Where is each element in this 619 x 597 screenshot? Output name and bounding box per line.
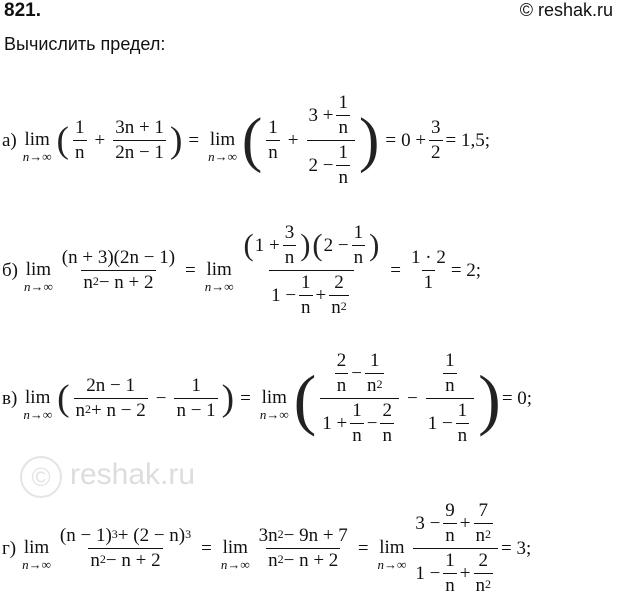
numerator [438, 350, 462, 398]
numerator [60, 247, 177, 270]
math-text: 1 · 2 [411, 247, 446, 268]
math-text: − [155, 387, 167, 409]
math-text: n [445, 375, 455, 396]
numerator [350, 400, 364, 423]
fraction [350, 400, 364, 447]
right-paren: ) [478, 360, 501, 437]
denominator [380, 423, 394, 447]
math-text: = 1,5; [445, 129, 491, 151]
power [476, 525, 492, 547]
fraction [443, 500, 457, 547]
numerator [283, 222, 297, 245]
right-paren: ) [358, 105, 380, 174]
numerator [477, 500, 491, 523]
limit-operator [22, 537, 51, 573]
parenthesized-group [243, 222, 312, 269]
numerator [368, 350, 382, 373]
math-text: (n − 1) [59, 525, 112, 546]
math-text: = 0; [501, 387, 533, 409]
math-text: n [338, 117, 348, 138]
math-text: n − 1 [176, 400, 216, 421]
fraction [426, 350, 474, 447]
lim-word: lim [25, 258, 52, 280]
math-text: + [94, 129, 106, 151]
math-text: 1 [338, 92, 348, 113]
math-text: = 2; [450, 259, 482, 281]
parenthesized-group [293, 350, 502, 447]
numerator [266, 117, 280, 140]
denominator [266, 548, 340, 572]
numerator [332, 272, 346, 295]
math-text: 0 + [401, 129, 427, 151]
denominator [335, 373, 349, 397]
denominator [74, 398, 148, 422]
math-text: − 9n + 7 [283, 525, 348, 546]
lim-subscript: n→∞ [259, 406, 289, 422]
exponent: 2 [99, 551, 106, 566]
equation-label: б) [2, 259, 18, 281]
math-text: 9 [445, 500, 455, 521]
denominator [269, 270, 354, 319]
denominator [320, 398, 399, 447]
numerator [307, 92, 355, 140]
lim-word: lim [206, 258, 232, 280]
equation-g [2, 500, 531, 597]
power-base: n [75, 400, 86, 421]
equation-v [2, 350, 532, 447]
math-text: 1 − [415, 562, 441, 584]
power [476, 575, 492, 597]
math-text: 1 [445, 550, 455, 571]
math-text: n [268, 142, 278, 163]
math-text: n [445, 575, 455, 596]
numerator [189, 375, 203, 398]
denominator [365, 373, 385, 397]
exponent: 3 [185, 526, 192, 541]
power [111, 526, 118, 544]
math-text: 3n + 1 [115, 117, 164, 138]
power [76, 400, 92, 422]
denominator [329, 295, 349, 319]
numerator [335, 350, 349, 373]
fraction [329, 272, 349, 319]
math-text: 2 [382, 400, 392, 421]
left-paren: ( [56, 119, 69, 161]
fraction [443, 550, 457, 597]
lim-subscript: n→∞ [204, 278, 234, 294]
denominator [352, 245, 366, 269]
math-text: n [284, 247, 295, 268]
math-text: 1 [301, 272, 311, 293]
denominator [413, 548, 498, 597]
math-text: − n + 2 [283, 550, 339, 571]
denominator [443, 573, 457, 597]
denominator [81, 270, 155, 294]
power-base: n [331, 297, 341, 318]
exponent: 2 [277, 526, 284, 541]
denominator [174, 398, 217, 422]
math-text: − [406, 387, 418, 409]
power [268, 525, 284, 547]
math-text: n [353, 247, 364, 268]
lim-subscript: n→∞ [377, 556, 407, 572]
copyright: © reshak.ru [519, 0, 613, 20]
power-base: n [268, 550, 278, 571]
power [268, 550, 284, 572]
right-paren: ) [369, 228, 380, 263]
numerator [330, 350, 390, 398]
fraction [365, 350, 385, 397]
numerator [84, 375, 137, 398]
parenthesized-group [311, 222, 380, 269]
exponent: 2 [85, 401, 92, 416]
fraction [335, 350, 349, 397]
numerator [477, 550, 491, 573]
lim-word: lim [261, 386, 287, 408]
denominator [443, 373, 457, 397]
math-text: 1 [75, 117, 85, 138]
numerator [58, 525, 193, 548]
denominator [299, 295, 313, 319]
equation-label: в) [2, 387, 18, 409]
left-paren: ( [293, 360, 317, 437]
math-text: (n + 3)(2n − 1) [61, 247, 176, 268]
math-text: 1 [423, 272, 434, 293]
lim-word: lim [23, 536, 50, 558]
limit-operator [205, 259, 234, 295]
lim-word: lim [25, 386, 51, 408]
power [83, 272, 99, 294]
fraction [409, 247, 448, 294]
limit-operator [23, 387, 52, 423]
left-paren: ( [243, 228, 254, 263]
numerator [257, 525, 350, 548]
fraction [474, 500, 494, 547]
math-text: 3 [431, 117, 441, 138]
fraction [58, 525, 193, 572]
math-text: 2 − [308, 154, 334, 176]
limit-operator [221, 537, 250, 573]
equation-b [2, 222, 481, 319]
lim-subscript: n→∞ [22, 148, 52, 164]
denominator [426, 398, 474, 447]
exponent: 2 [376, 376, 383, 391]
math-text: 2 [431, 142, 441, 163]
lim-word: lim [222, 536, 248, 558]
watermark-copyright-icon: © [20, 456, 62, 498]
math-text: n [75, 142, 85, 163]
numerator [413, 500, 498, 548]
lim-word: lim [24, 128, 50, 150]
problem-number: 821. [4, 0, 41, 21]
limit-operator [378, 537, 407, 573]
math-text: = [188, 129, 200, 151]
denominator [443, 523, 457, 547]
math-text: 2 − [323, 234, 349, 256]
numerator [336, 142, 350, 165]
denominator [350, 423, 364, 447]
math-text: 1 + [322, 412, 348, 434]
fraction [113, 117, 166, 164]
power-base: n [366, 375, 377, 396]
math-text: 2n − 1 [86, 375, 135, 396]
math-text: = [357, 537, 369, 559]
math-text: 1 [457, 400, 468, 421]
fraction [73, 117, 87, 164]
fraction [266, 117, 280, 164]
power [331, 297, 347, 319]
power-base: n [90, 550, 100, 571]
limit-operator [208, 129, 237, 165]
fraction [456, 400, 470, 447]
denominator [113, 140, 166, 164]
math-text: = 3; [501, 537, 532, 559]
exponent: 2 [277, 551, 284, 566]
math-text: n [336, 375, 347, 396]
denominator [88, 548, 162, 572]
equation-a [2, 92, 490, 189]
math-text: = [390, 259, 401, 281]
fraction [443, 350, 457, 397]
right-paren: ) [169, 119, 183, 161]
math-text: 1 [268, 117, 278, 138]
numerator [380, 400, 394, 423]
lim-subscript: n→∞ [208, 148, 237, 164]
denominator [422, 270, 436, 294]
power [90, 550, 106, 572]
numerator [429, 117, 443, 140]
math-text: 2n − 1 [115, 142, 164, 163]
exponent: 2 [340, 298, 347, 313]
numerator [352, 222, 366, 245]
parenthesized-group [56, 375, 235, 422]
left-paren: ( [57, 377, 70, 419]
math-text: + [287, 129, 299, 151]
fraction [74, 375, 148, 422]
task-statement: Вычислить предел: [4, 34, 166, 54]
math-text: 1 − [271, 284, 297, 306]
power-base: n [268, 525, 278, 546]
power [185, 526, 192, 544]
fraction [241, 222, 383, 319]
math-text: n [352, 425, 362, 446]
numerator [73, 117, 87, 140]
lim-subscript: n→∞ [22, 556, 51, 572]
math-text: 3 [284, 222, 295, 243]
math-text: 3 + [308, 104, 334, 126]
limit-operator [260, 387, 289, 423]
numerator [409, 247, 448, 270]
equation-label: а) [2, 129, 17, 151]
power-base: n [475, 575, 485, 596]
power-base: n [83, 272, 93, 293]
math-text: n [457, 425, 468, 446]
fraction [474, 550, 494, 597]
numerator [299, 272, 313, 295]
math-text: = [185, 259, 196, 281]
math-text: + [459, 562, 471, 584]
exponent: 3 [111, 526, 118, 541]
math-text: = [201, 537, 212, 559]
denominator [474, 523, 494, 547]
math-text: + n − 2 [91, 400, 146, 421]
math-text: n [445, 525, 455, 546]
denominator [266, 140, 280, 164]
denominator [307, 140, 355, 189]
fraction [429, 117, 443, 164]
math-text: 1 [352, 400, 362, 421]
numerator [241, 222, 383, 270]
math-text: n [301, 297, 311, 318]
lim-subscript: n→∞ [220, 556, 250, 572]
left-paren: ( [312, 228, 323, 263]
exponent: 2 [92, 273, 99, 288]
numerator [443, 550, 457, 573]
power [367, 375, 383, 397]
fraction [320, 350, 399, 447]
math-text: − [351, 362, 362, 384]
fraction [283, 222, 297, 269]
fraction [336, 142, 350, 189]
denominator [474, 573, 494, 597]
math-text: − [366, 412, 378, 434]
parenthesized-group [56, 117, 184, 164]
fraction [60, 247, 177, 294]
left-paren: ( [241, 105, 263, 174]
math-text: 1 − [427, 412, 453, 434]
denominator [283, 245, 297, 269]
math-text: = [385, 129, 397, 151]
power-base: n [475, 525, 485, 546]
math-text: + [315, 284, 327, 306]
parenthesized-group [241, 92, 380, 189]
right-paren: ) [300, 228, 311, 263]
fraction [299, 272, 313, 319]
fraction [257, 525, 350, 572]
math-text: − n + 2 [105, 550, 161, 571]
exponent: 2 [485, 576, 491, 591]
denominator [73, 140, 87, 164]
math-text: 3 [258, 525, 269, 546]
lim-word: lim [379, 536, 405, 558]
math-text: 1 [338, 142, 348, 163]
equation-label: г) [2, 537, 17, 559]
math-text: 1 [353, 222, 364, 243]
math-text: 3 − [415, 512, 441, 534]
math-text: 1 [191, 375, 201, 396]
denominator [456, 423, 470, 447]
numerator [113, 117, 166, 140]
fraction [413, 500, 498, 597]
fraction [307, 92, 355, 189]
numerator [336, 92, 350, 115]
limit-operator [23, 129, 52, 165]
numerator [456, 400, 470, 423]
math-text: n [382, 425, 392, 446]
right-paren: ) [221, 377, 235, 419]
fraction [174, 375, 217, 422]
math-text: 1 [445, 350, 455, 371]
numerator [443, 500, 457, 523]
math-text: + [459, 512, 471, 534]
fraction [380, 400, 394, 447]
denominator [429, 140, 443, 164]
math-text: − n + 2 [98, 272, 154, 293]
math-text: + (2 − n) [117, 525, 186, 546]
math-text: = [240, 387, 251, 409]
numerator [443, 350, 457, 373]
denominator [336, 115, 350, 139]
math-text: 2 [334, 272, 344, 293]
math-text: n [338, 167, 348, 188]
math-text: 7 [478, 500, 488, 521]
math-text: 1 + [254, 234, 280, 256]
exponent: 2 [485, 526, 491, 541]
limit-operator [24, 259, 53, 295]
lim-subscript: n→∞ [24, 278, 53, 294]
denominator [336, 165, 350, 189]
math-text: 2 [478, 550, 488, 571]
math-text: 2 [336, 350, 347, 371]
fraction [336, 92, 350, 139]
math-text: 1 [369, 350, 380, 371]
fraction [352, 222, 366, 269]
lim-subscript: n→∞ [23, 406, 53, 422]
lim-word: lim [209, 128, 236, 150]
watermark: reshak.ru [70, 458, 196, 491]
